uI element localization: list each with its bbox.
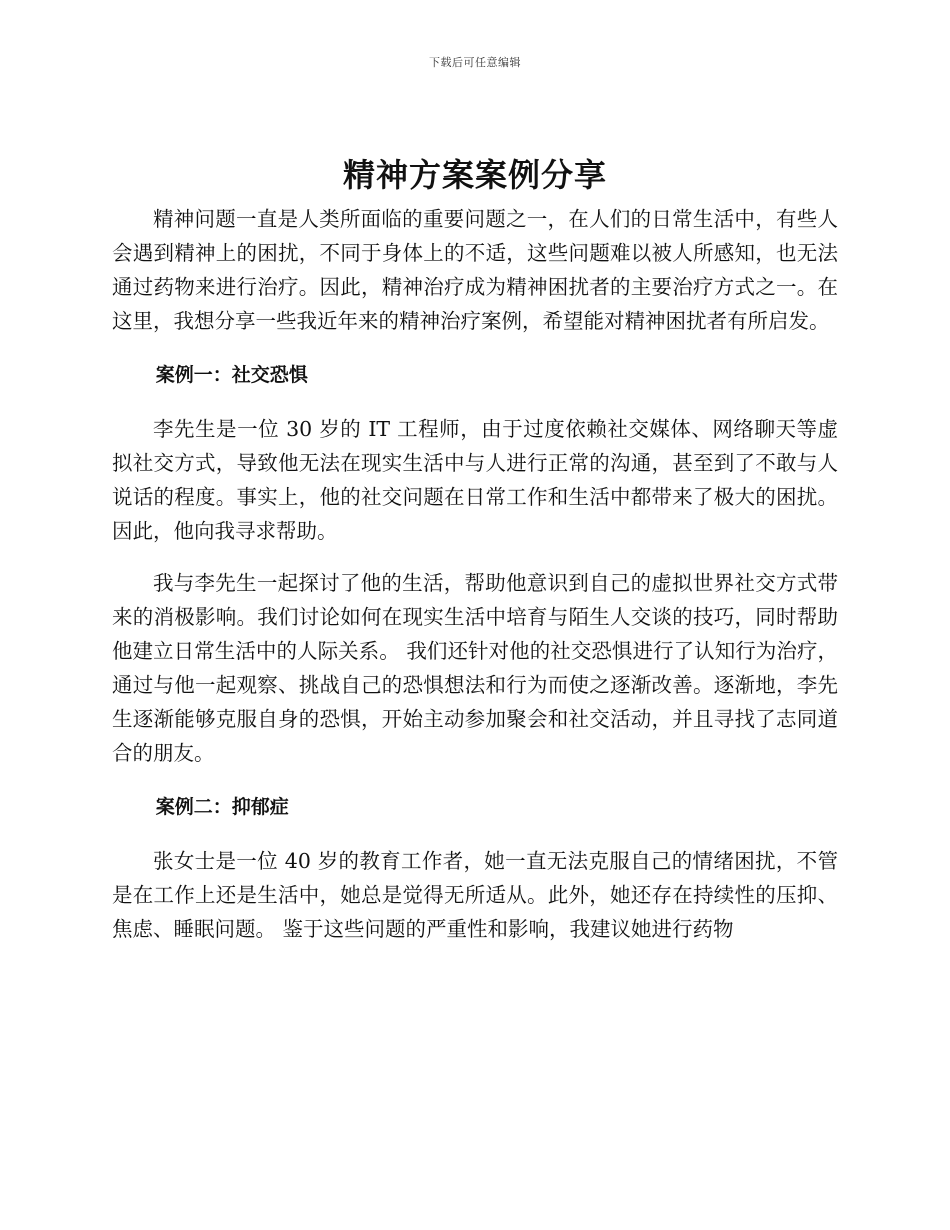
header-note: 下载后可任意编辑 [429,56,521,69]
document-title: 精神方案案例分享 [342,156,607,194]
case1-paragraph-1: 李先生是一位 30 岁的 IT 工程师，由于过度依赖社交媒体、网络聊天等虚拟社交方式，导致他无法在现实生活中与人进行正常的沟通，甚至到了不敢与人说话的程度。事实上，他的社交问题在日常工作和生活中都带来了极大的困扰。因此，他向我寻求帮助。 [112,417,838,543]
case1-heading: 案例一：社交恐惧 [155,364,308,386]
case2-paragraph-1: 张女士是一位 40 岁的教育工作者，她一直无法克服自己的情绪困扰，不管是在工作上还是生活中，她总是觉得无所适从。此外，她还存在持续性的压抑、焦虑、睡眠问题。 鉴于这些问题的严重性和影响，我建议她进行药物 [112,849,838,941]
case2-heading: 案例二：抑郁症 [155,796,289,818]
document-body [112,202,838,946]
case1-paragraph-2: 我与李先生一起探讨了他的生活，帮助他意识到自己的虚拟世界社交方式带来的消极影响。我们讨论如何在现实生活中培育与陌生人交谈的技巧，同时帮助他建立日常生活中的人际关系。 我们还针对他的社交恐惧进行了认知行为治疗，通过与他一起观察、挑战自己的恐惧想法和行为而使之逐渐改善。逐渐地，李先生逐渐能够克服自身的恐惧，开始主动参加聚会和社交活动，并且寻找了志同道合的朋友。 [112,571,838,765]
intro-paragraph: 精神问题一直是人类所面临的重要问题之一，在人们的日常生活中，有些人会遇到精神上的困扰，不同于身体上的不适，这些问题难以被人所感知，也无法通过药物来进行治疗。因此，精神治疗成为精神困扰者的主要治疗方式之一。在这里，我想分享一些我近年来的精神治疗案例，希望能对精神困扰者有所启发。 [112,207,838,333]
